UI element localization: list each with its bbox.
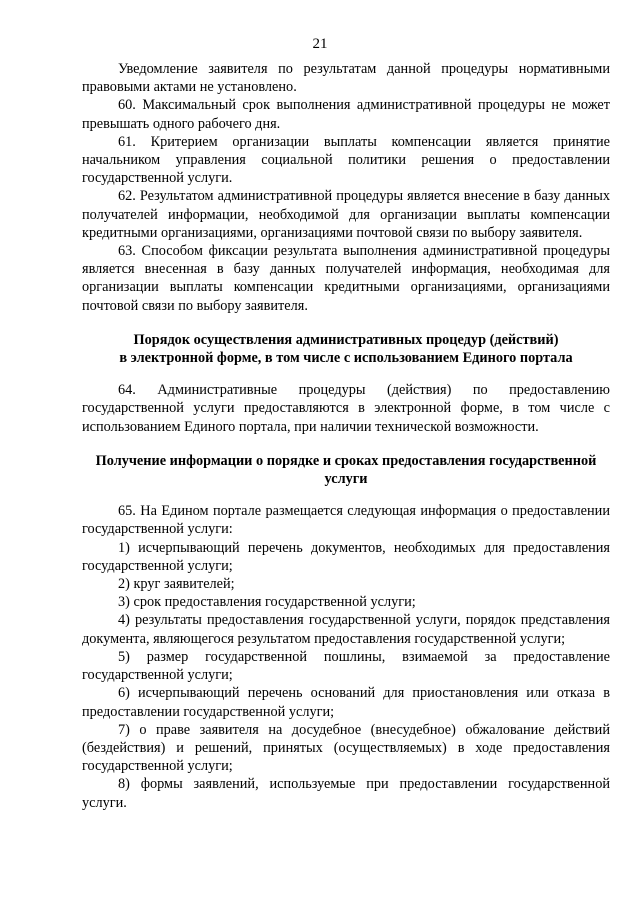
- paragraph-62: 62. Результатом административной процедуры является внесение в базу данных получателей информации, необходимой для организации выплаты компенсации кредитными организациями, организациями почтовой связи по выбору заявителя.: [82, 188, 610, 241]
- list-item-7: 7) о праве заявителя на досудебное (внесудебное) обжалование действий (бездействия) и решений, принятых (осуществляемых) в ходе предоставления государственной услуги;: [82, 721, 610, 775]
- paragraph-65: 65. На Едином портале размещается следующая информация о предоставлении государственной услуги:: [82, 503, 610, 538]
- section-heading-electronic: [82, 331, 610, 367]
- page-number: 21: [312, 36, 328, 52]
- paragraph-63: 63. Способом фиксации результата выполнения административной процедуры является внесенная в базу данных получателей информация, необходимая для организации выплаты компенсации кредитными организациями, организациями почтовой связи по выбору заявителя.: [82, 243, 610, 314]
- spacer: [82, 315, 610, 331]
- paragraph-61: 61. Критерием организации выплаты компенсации является принятие начальником управления социальной политики решения о предоставлении государственной услуги.: [82, 133, 610, 187]
- heading-line: в электронной форме, в том числе с использованием Единого портала: [119, 350, 573, 367]
- spacer: [82, 436, 610, 452]
- paragraph-60: 60. Максимальный срок выполнения административной процедуры не может превышать одного рабочего дня.: [82, 97, 610, 132]
- paragraph-notification: Уведомление заявителя по результатам данной процедуры нормативными правовыми актами не установлено.: [82, 61, 610, 96]
- list-item-1: 1) исчерпывающий перечень документов, необходимых для предоставления государственной услуги;: [82, 539, 610, 574]
- heading-line: услуги: [324, 471, 368, 488]
- list-item-8: 8) формы заявлений, используемые при предоставлении государственной услуги.: [82, 776, 610, 811]
- list-item-2: 2) круг заявителей;: [118, 576, 235, 593]
- spacer: [82, 488, 610, 502]
- spacer: [82, 367, 610, 381]
- heading-line: Получение информации о порядке и сроках предоставления государственной: [95, 452, 597, 469]
- section-heading-information: [82, 452, 610, 488]
- list-item-5: 5) размер государственной пошлины, взимаемой за предоставление государственной услуги;: [82, 648, 610, 684]
- list-item-4: 4) результаты предоставления государственной услуги, порядок представления документа, являющегося результатом предоставления государственной услуги;: [82, 612, 610, 647]
- list-item-3: 3) срок предоставления государственной услуги;: [118, 594, 416, 611]
- heading-line: Порядок осуществления административных процедур (действий): [133, 331, 559, 348]
- paragraph-64: 64. Административные процедуры (действия) по предоставлению государственной услуги предоставляются в электронной форме, в том числе с использованием Единого портала, при наличии технической возможности.: [82, 382, 610, 435]
- list-item-6: 6) исчерпывающий перечень оснований для приостановления или отказа в предоставлении государственной услуги;: [82, 685, 610, 720]
